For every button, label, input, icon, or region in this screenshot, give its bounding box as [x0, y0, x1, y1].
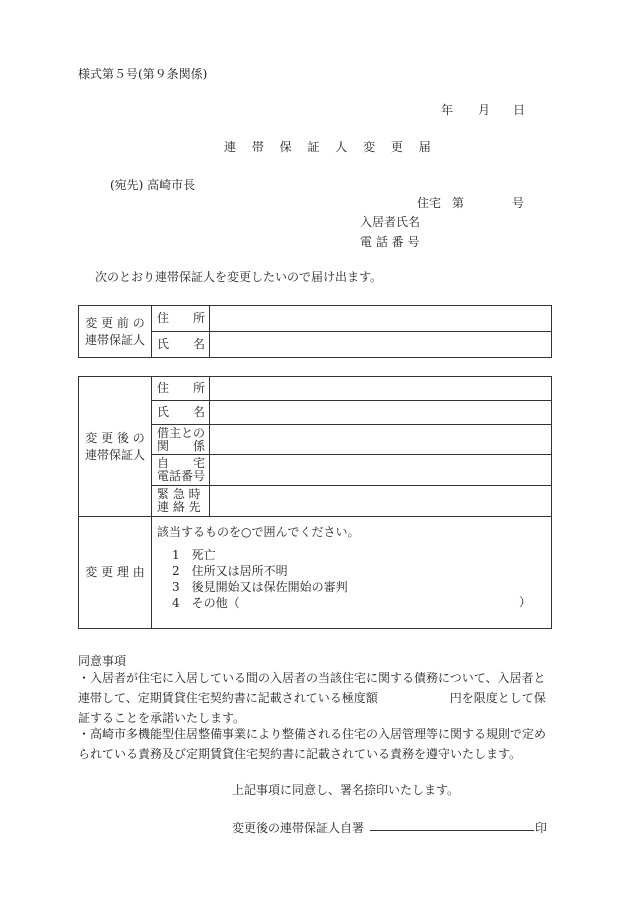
before-guarantor-table: [78, 305, 552, 358]
after-relation-label: 借主との 関 係: [152, 425, 210, 455]
after-emergency-field[interactable]: [210, 486, 552, 517]
signature-line[interactable]: [370, 830, 534, 831]
before-address-field[interactable]: [210, 306, 552, 332]
before-address-label: 住 所: [152, 306, 210, 332]
reason-item-2[interactable]: 2 住所又は居所不明: [172, 564, 288, 578]
consent-item-1: ・入居者が住宅に入居している間の入居者の当該住宅に関する債務について、入居者と連帯して、定期賃貸住宅契約書に記載されている極度額 円を限度として保証することを承諾いたします。: [78, 671, 546, 725]
residence-label: 住宅: [417, 196, 442, 210]
before-name-field[interactable]: [210, 332, 552, 358]
reason-list: [172, 547, 348, 611]
before-name-label: 氏 名: [152, 332, 210, 358]
after-emergency-label: 緊 急 時 連 絡 先: [152, 486, 210, 517]
residence-dai: 第: [452, 196, 465, 210]
after-address-field[interactable]: [210, 377, 552, 401]
form-title: 連 帯 保 証 人 変 更 届: [224, 140, 437, 154]
reason-header: 変 更 理 由: [79, 517, 152, 629]
reason-item-4[interactable]: 4 その他（: [172, 596, 240, 610]
intro-text: 次のとおり連帯保証人を変更したいので届け出ます。: [95, 270, 383, 284]
after-address-label: 住 所: [152, 377, 210, 401]
before-header: 変 更 前 の 連帯保証人: [79, 306, 152, 358]
date-year: 年: [441, 103, 454, 117]
after-header: 変 更 後 の 連帯保証人: [79, 377, 152, 517]
date-month: 月: [478, 103, 491, 117]
consent-item-2: ・高崎市多機能型住居整備事業により整備される住宅の入居管理等に関する規則で定められている責務及び定期賃貸住宅契約書に記載されている責務を遵守いたします。: [78, 727, 547, 761]
phone-label: 電 話 番 号: [360, 235, 420, 249]
seal-mark: 印: [535, 821, 548, 835]
reason-item-3[interactable]: 3 後見開始又は保佐開始の審判: [172, 580, 348, 594]
signature-label: 変更後の連帯保証人自署: [232, 821, 365, 835]
after-phone-label: 自 宅 電話番号: [152, 455, 210, 486]
after-name-label: 氏 名: [152, 401, 210, 425]
reason-close-paren: ）: [519, 595, 532, 609]
after-name-field[interactable]: [210, 401, 552, 425]
after-relation-field[interactable]: [210, 425, 552, 455]
form-number: 様式第５号(第９条関係): [78, 67, 208, 81]
consent-heading: 同意事項: [78, 654, 127, 668]
resident-name-label: 入居者氏名: [360, 215, 421, 229]
addressee: (宛先) 高崎市長: [110, 178, 196, 192]
date-day: 日: [513, 103, 526, 117]
residence-go: 号: [512, 196, 525, 210]
reason-item-1[interactable]: 1 死亡: [172, 548, 216, 562]
after-phone-field[interactable]: [210, 455, 552, 486]
agreement-text: 上記事項に同意し、署名捺印いたします。: [232, 783, 460, 797]
reason-instruction: 該当するものを○で囲んでください。: [157, 525, 360, 539]
